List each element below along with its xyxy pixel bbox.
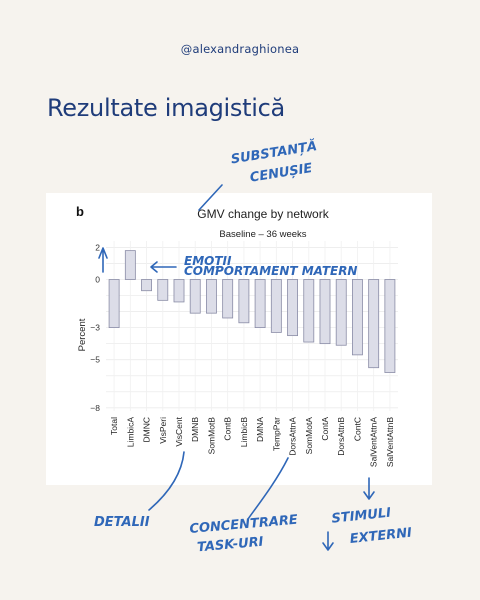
y-tick-label: −3 [90, 322, 100, 333]
x-tick-label: LimbicA [125, 417, 136, 448]
slide-title: Rezultate imagistică [47, 94, 285, 122]
annotation-emotii: EMOȚII COMPORTAMENT MATERN [184, 254, 358, 278]
y-tick-label: −5 [90, 354, 100, 365]
x-tick-label: TempPar [271, 417, 282, 452]
panel-label: b [76, 204, 84, 219]
bar-dorsattna [288, 279, 298, 335]
author-handle: @alexandraghionea [180, 42, 300, 56]
bar-sommotb [206, 279, 216, 313]
x-tick-label: VisCent [174, 417, 184, 447]
bar-salventattnb [385, 279, 395, 372]
y-tick-label: 0 [95, 274, 100, 285]
bar-dorsattnb [336, 279, 346, 345]
x-tick-label: LimbicB [238, 417, 249, 448]
y-tick-label: −8 [90, 402, 100, 413]
bar-conta [320, 279, 330, 343]
annotation-arrow-down [323, 532, 333, 550]
bar-salventattna [369, 279, 379, 367]
bar-sommota [304, 279, 314, 342]
gmv-bar-chart [46, 193, 432, 485]
bar-dmnc [142, 279, 152, 290]
x-tick-label: ContB [222, 417, 233, 441]
annotation-detalii: DETALII [94, 515, 150, 530]
x-tick-label: DorsAttnA [287, 417, 298, 456]
chart-subtitle: Baseline – 36 weeks [219, 229, 307, 240]
annotation-stimuli: STIMULI EXTERNI [330, 505, 413, 547]
bar-dmnb [190, 279, 200, 313]
bar-temppar [271, 279, 281, 332]
bar-contc [352, 279, 362, 354]
annotation-concentrare: CONCENTRARE TASK-URI [188, 512, 299, 556]
chart-title: GMV change by network [197, 207, 329, 221]
y-tick-labels [90, 242, 100, 412]
x-tick-label: DMNB [190, 417, 201, 443]
x-tick-label: SomMotA [303, 417, 314, 455]
x-tick-labels [109, 416, 395, 467]
x-tick-label: SomMotB [206, 417, 217, 455]
x-tick-label: ContC [352, 417, 363, 442]
x-tick-label: ContA [320, 417, 330, 441]
x-tick-label: Total [109, 417, 120, 435]
y-axis-label: Percent [77, 318, 88, 352]
chart-panel [46, 193, 432, 485]
x-tick-label: SalVentAttnA [368, 417, 379, 468]
bar-total [109, 279, 119, 327]
y-tick-label: 2 [95, 242, 100, 253]
annotation-substanta: SUBSTANȚĂ CENUȘIE [229, 139, 319, 186]
x-tick-label: VisPeri [157, 417, 168, 444]
bar-dmna [255, 279, 265, 327]
bar-limbicb [239, 279, 249, 322]
x-tick-label: SalVentAttnB [384, 417, 395, 468]
bar-visperi [158, 279, 168, 300]
bar-viscent [174, 279, 184, 301]
x-tick-label: DorsAttnB [336, 417, 347, 456]
bar-limbica [125, 251, 135, 280]
bar-contb [223, 279, 233, 317]
x-tick-label: DMNC [141, 417, 152, 443]
x-tick-label: DMNA [255, 417, 266, 443]
